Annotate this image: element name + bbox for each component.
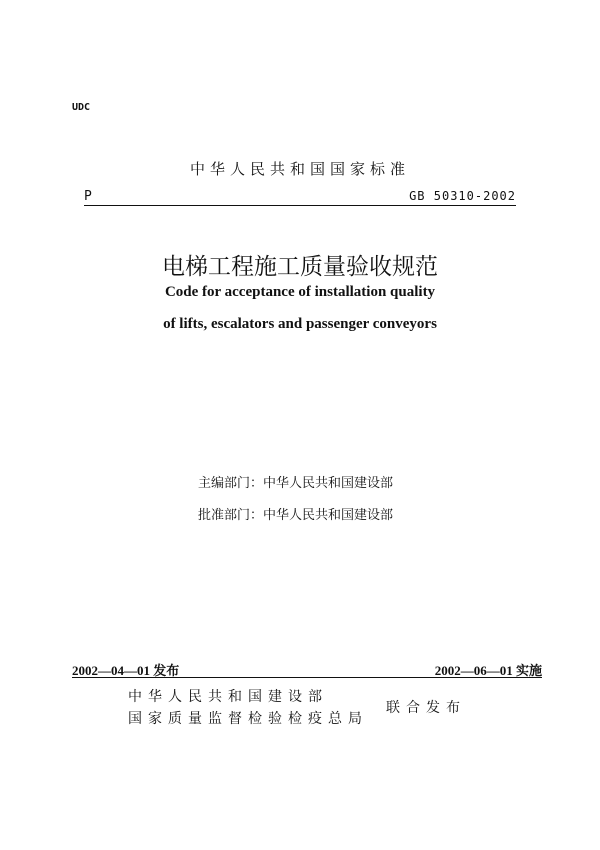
issue-date: 2002—04—01 发布 xyxy=(72,663,180,678)
issuer-line2: 国家质量监督检验检疫总局 xyxy=(128,711,368,727)
classification-row xyxy=(84,189,516,206)
classification-code: P xyxy=(84,189,92,204)
approver-department: 批准部门：中华人民共和国建设部 xyxy=(198,508,394,523)
english-title-line2: of lifts, escalators and passenger conveyors xyxy=(163,316,437,332)
udc-label: UDC xyxy=(72,102,91,113)
standard-number: GB 50310-2002 xyxy=(409,189,516,203)
divider-line xyxy=(72,677,542,678)
effective-date: 2002—06—01 实施 xyxy=(434,663,542,678)
chinese-title: 电梯工程施工质量验收规范 xyxy=(162,254,438,280)
standard-type: 中华人民共和国国家标准 xyxy=(189,160,410,178)
joint-issue-label: 联合发布 xyxy=(386,700,466,716)
editor-department: 主编部门：中华人民共和国建设部 xyxy=(198,476,394,491)
english-title-line1: Code for acceptance of installation quality xyxy=(164,284,436,300)
issuer-line1: 中华人民共和国建设部 xyxy=(128,689,328,705)
